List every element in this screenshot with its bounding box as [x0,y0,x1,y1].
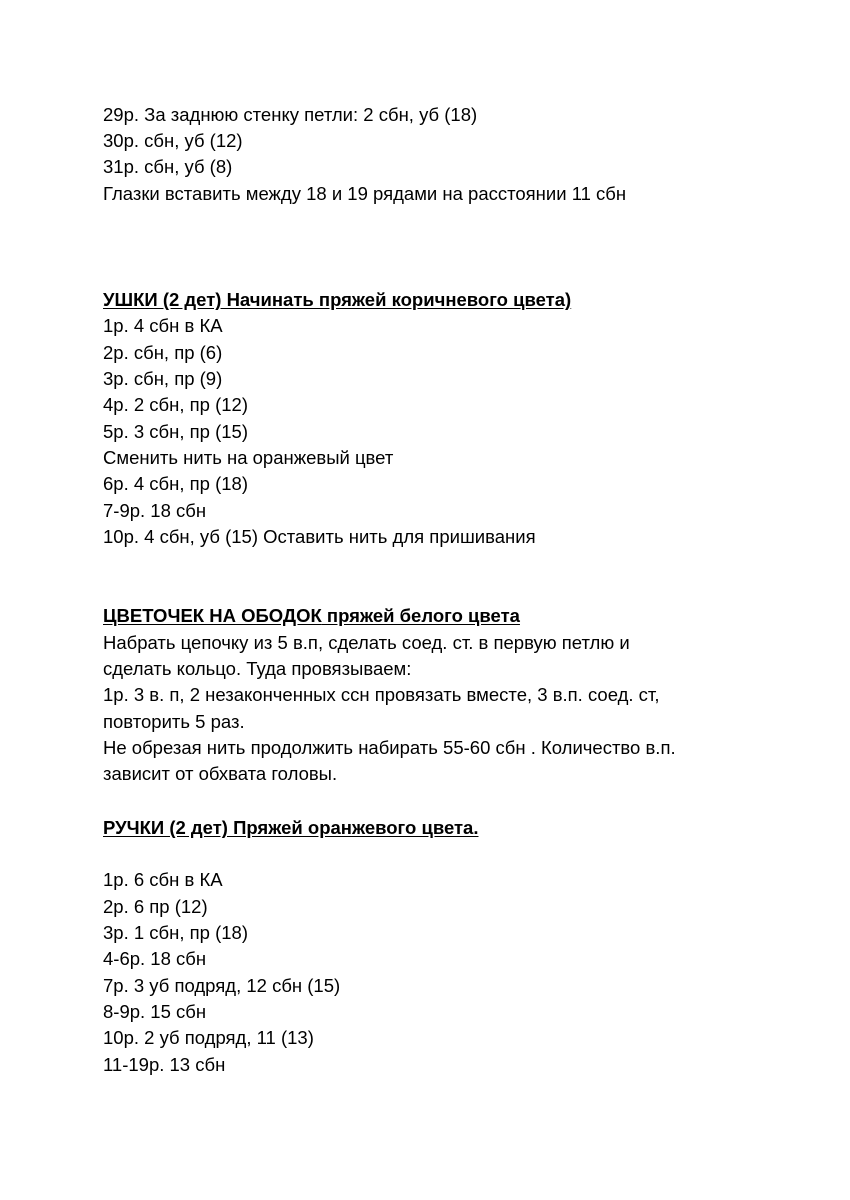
text-line: 1р. 3 в. п, 2 незаконченных ссн провязать вместе, 3 в.п. соед. ст, [103,684,660,705]
text-line: 8-9р. 15 сбн [103,1001,207,1022]
text-line: 4р. 2 сбн, пр (12) [103,394,248,415]
text-line: 3р. сбн, пр (9) [103,368,223,389]
text-line: 1р. 4 сбн в КА [103,315,223,336]
text-line: Не обрезая нить продолжить набирать 55-60 сбн . Количество в.п. [103,737,676,758]
text-line: сделать кольцо. Туда провязываем: [103,658,412,679]
text-line: Набрать цепочку из 5 в.п, сделать соед. ст. в первую петлю и [103,632,630,653]
text-line: 5р. 3 сбн, пр (15) [103,421,248,442]
text-line: Сменить нить на оранжевый цвет [103,447,394,468]
text-line: 7р. 3 уб подряд, 12 сбн (15) [103,975,341,996]
text-line: повторить 5 раз. [103,711,245,732]
text-line: Глазки вставить между 18 и 19 рядами на расстоянии 11 сбн [103,183,627,204]
text-line: 3р. 1 сбн, пр (18) [103,922,248,943]
flower-heading [103,603,520,629]
text-line: 2р. 6 пр (12) [103,896,208,917]
text-line: 31р. сбн, уб (8) [103,156,233,177]
text-line: 6р. 4 сбн, пр (18) [103,473,248,494]
text-line: 10р. 2 уб подряд, 11 (13) [103,1027,314,1048]
text-line: 29р. За заднюю стенку петли: 2 сбн, уб (18) [103,104,478,125]
text-line: 7-9р. 18 сбн [103,500,207,521]
text-line: 11-19р. 13 сбн [103,1054,226,1075]
flower-heading-rest: пряжей белого цвета [321,605,520,626]
text-line: зависит от обхвата головы. [103,763,338,784]
text-line: 4-6р. 18 сбн [103,948,207,969]
ears-heading: УШКИ (2 дет) Начинать пряжей коричневого цвета) [103,289,572,310]
flower-heading-bold: ЦВЕТОЧЕК НА ОБОДОК [103,605,322,626]
text-line: 2р. сбн, пр (6) [103,342,223,363]
text-line: 30р. сбн, уб (12) [103,130,243,151]
text-line: 10р. 4 сбн, уб (15) Оставить нить для пришивания [103,526,536,547]
arms-heading: РУЧКИ (2 дет) Пряжей оранжевого цвета. [103,817,479,838]
text-line: 1р. 6 сбн в КА [103,869,223,890]
